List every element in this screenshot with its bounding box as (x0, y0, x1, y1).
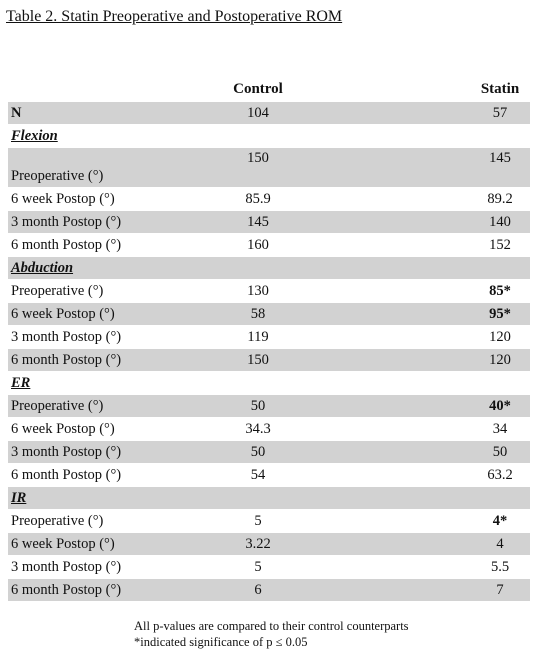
section-row (8, 372, 530, 394)
section-row (8, 125, 530, 147)
control-value: 50 (250, 397, 266, 414)
table-row (8, 148, 530, 187)
section-label: Flexion (11, 127, 58, 144)
row-label: 3 month Postop (°) (11, 443, 122, 460)
section-label: IR (11, 489, 27, 506)
control-value: 58 (250, 305, 266, 322)
control-value: 160 (247, 236, 269, 253)
table-row (8, 395, 530, 417)
table-row (8, 510, 530, 532)
row-label: 3 month Postop (°) (11, 213, 122, 230)
footnote-significance: *indicated significance of p ≤ 0.05 (134, 635, 308, 649)
statin-value: 40* (489, 397, 511, 414)
statin-value: 7 (496, 581, 504, 598)
table-caption: Table 2. Statin Preoperative and Postoperative ROM (6, 8, 343, 25)
row-label: Preoperative (°) (11, 282, 104, 299)
section-label: Abduction (11, 259, 74, 276)
row-label: 6 week Postop (°) (11, 535, 115, 552)
statin-value: 140 (489, 213, 511, 230)
statin-value: 57 (492, 104, 508, 121)
footnotes (134, 618, 409, 650)
statin-value: 89.2 (487, 190, 513, 207)
statin-value: 145 (489, 150, 511, 166)
table-row (8, 280, 530, 302)
control-value: 3.22 (245, 535, 271, 552)
table-row (8, 349, 530, 371)
control-value: 5 (254, 512, 262, 529)
table-row (8, 556, 530, 578)
control-value: 5 (254, 558, 262, 575)
statin-value: 85* (489, 282, 511, 299)
statin-value: 34 (492, 420, 508, 437)
header-statin: Statin (480, 80, 520, 97)
control-value: 130 (247, 282, 269, 299)
control-value: 6 (254, 581, 262, 598)
row-label: 6 month Postop (°) (11, 351, 122, 368)
control-value: 34.3 (245, 420, 271, 437)
row-label: Preoperative (°) (11, 397, 104, 414)
section-label: ER (11, 374, 31, 391)
control-value: 145 (247, 213, 269, 230)
row-label: Preoperative (°) (11, 512, 104, 529)
table-row (8, 234, 530, 256)
table-row (8, 464, 530, 486)
table-row (8, 326, 530, 348)
statin-value: 120 (489, 328, 511, 345)
row-label: 6 month Postop (°) (11, 236, 122, 253)
control-value: 50 (250, 443, 266, 460)
control-value: 150 (247, 150, 269, 166)
statin-value: 50 (492, 443, 508, 460)
table-header (8, 76, 530, 102)
statin-value: 95* (489, 305, 511, 322)
control-value: 119 (247, 328, 269, 345)
table-row (8, 533, 530, 555)
footnote-pvalues: All p-values are compared to their control counterparts (134, 619, 409, 633)
row-label: 6 month Postop (°) (11, 466, 122, 483)
control-value: 85.9 (245, 190, 271, 207)
table-row (8, 441, 530, 463)
table-row (8, 418, 530, 440)
control-value: 104 (247, 104, 269, 121)
statin-value: 4 (496, 535, 504, 552)
header-control: Control (233, 80, 283, 97)
table-body (8, 102, 530, 601)
table-row (8, 102, 530, 124)
table-row (8, 211, 530, 233)
row-label: 6 week Postop (°) (11, 420, 115, 437)
section-row (8, 487, 530, 509)
statin-value: 120 (489, 351, 511, 368)
row-label: 6 week Postop (°) (11, 305, 115, 322)
statin-value: 152 (489, 236, 511, 253)
row-label: N (11, 104, 22, 121)
row-label: 6 month Postop (°) (11, 581, 122, 598)
table-row (8, 188, 530, 210)
row-label: 6 week Postop (°) (11, 190, 115, 207)
control-value: 150 (247, 351, 269, 368)
statin-value: 4* (492, 512, 508, 529)
row-label: Preoperative (°) (11, 168, 104, 184)
row-label: 3 month Postop (°) (11, 328, 122, 345)
section-row (8, 257, 530, 279)
rom-table (8, 76, 530, 602)
statin-value: 5.5 (490, 558, 510, 575)
row-label: 3 month Postop (°) (11, 558, 122, 575)
table-row (8, 579, 530, 601)
control-value: 54 (250, 466, 266, 483)
table-row (8, 303, 530, 325)
statin-value: 63.2 (487, 466, 513, 483)
